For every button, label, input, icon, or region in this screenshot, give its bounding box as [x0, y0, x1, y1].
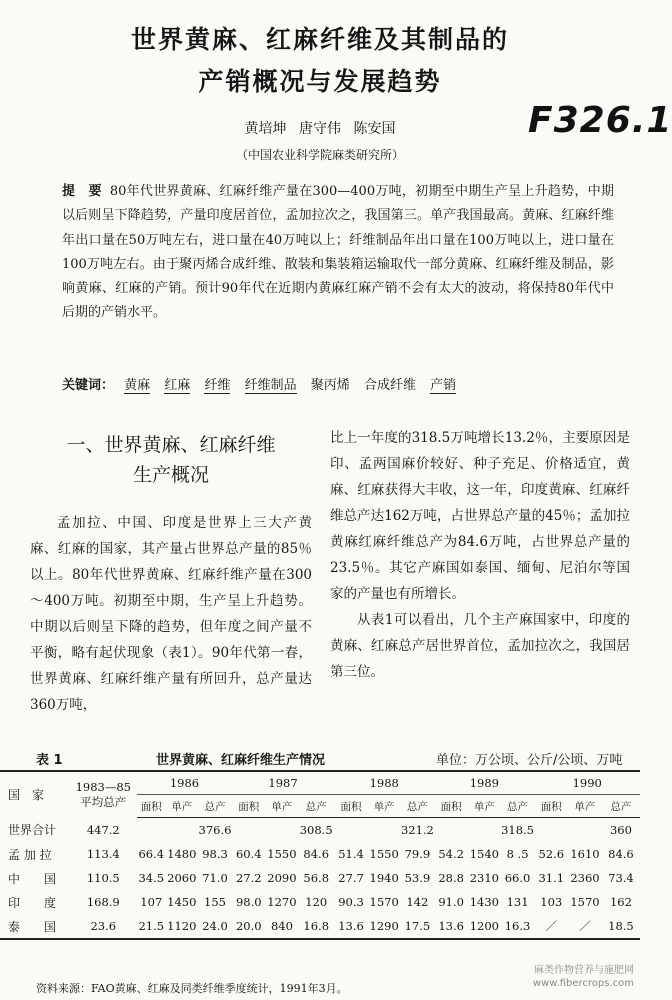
body-column-right: [330, 425, 630, 685]
country-header: 国 家: [8, 788, 45, 803]
sub-header: 单产: [368, 795, 401, 818]
row-country: 中 国: [8, 871, 57, 886]
table-source: 资料来源：FAO黄麻、红麻及同类纤维季度统计，1991年3月。: [36, 982, 348, 995]
sub-header: 面积: [534, 795, 568, 818]
table-cell: 2060: [167, 871, 197, 885]
table-cell: 1610: [570, 847, 600, 861]
table-cell: 27.7: [338, 871, 364, 885]
year-header: 1987: [232, 771, 334, 795]
table-cell: 318.5: [501, 823, 535, 837]
table-cell: 1550: [267, 847, 297, 861]
keyword: 纤维制品: [244, 378, 297, 393]
table-cell: 162: [609, 895, 632, 909]
table-cell: [568, 818, 602, 843]
keyword: 红麻: [164, 378, 191, 393]
row-country: 孟 加 拉: [8, 847, 52, 862]
handwritten-call-number: F326.1: [528, 100, 672, 141]
paper-title-line1: 世界黄麻、红麻纤维及其制品的: [130, 25, 509, 54]
table-cell: [334, 818, 368, 843]
table-cell: 23.6: [70, 914, 137, 939]
year-header: 1989: [434, 771, 534, 795]
institution: （中国农业科学院麻类研究所）: [235, 148, 404, 162]
table-cell: 54.2: [438, 847, 464, 861]
year-header: 1990: [534, 771, 640, 795]
table-cell: 20.0: [232, 914, 266, 939]
table-cell: 16.3: [501, 914, 535, 939]
table-cell: 60.4: [235, 847, 262, 861]
sub-header: 总产: [602, 795, 640, 818]
table-cell: 2360: [570, 871, 600, 885]
table-cell: 66.0: [504, 871, 531, 885]
table-cell: 1940: [369, 871, 399, 885]
table-cell: [137, 818, 165, 843]
table-cell: 98.3: [202, 847, 228, 861]
table-cell: ／: [568, 914, 602, 939]
table-cell: 107: [140, 895, 163, 909]
table-cell: [368, 818, 401, 843]
table-cell: 51.4: [338, 847, 364, 861]
sub-header: 总产: [198, 795, 232, 818]
table-cell: 52.6: [538, 847, 565, 861]
table-cell: 1270: [267, 895, 297, 909]
keyword: 黄麻: [124, 378, 151, 393]
table-cell: 17.5: [401, 914, 435, 939]
table-cell: 84.6: [608, 847, 634, 861]
keyword: 聚丙烯: [310, 378, 350, 393]
author-name: 陈安国: [353, 121, 396, 137]
table-cell: 1430: [469, 895, 499, 909]
table-cell: 1550: [369, 847, 399, 861]
table-row: [0, 890, 640, 914]
table-cell: 53.9: [404, 871, 431, 885]
row-country: 印 度: [8, 895, 57, 910]
table-id: 表 1: [36, 753, 63, 768]
year-header: 1988: [334, 771, 434, 795]
table-cell: ／: [534, 914, 568, 939]
table-cell: 91.0: [438, 895, 464, 909]
sub-header: 面积: [232, 795, 266, 818]
row-country: 泰 国: [0, 914, 70, 939]
table-cell: 1540: [469, 847, 499, 861]
sub-header: 总产: [501, 795, 535, 818]
table-cell: 110.5: [86, 871, 120, 885]
table-cell: 21.5: [137, 914, 165, 939]
table-cell: 321.2: [400, 823, 434, 837]
table-cell: 24.0: [198, 914, 232, 939]
table-cell: 840: [266, 914, 299, 939]
table-row: [0, 914, 640, 939]
sub-header: 总产: [298, 795, 334, 818]
sub-header: 面积: [334, 795, 368, 818]
table-cell: 27.2: [235, 871, 262, 885]
abstract-text: 80年代世界黄麻、红麻纤维产量在300—400万吨，初期至中期生产呈上升趋势，中期以后则呈下降趋势，产量印度居首位，孟加拉次之，我国第三。单产我国最高。黄麻、红麻纤维年出口量在50万吨左右，进口量在40万吨以上；纤维制品年出口量在100万吨以上，进口量在100万吨左右。由于聚丙烯合成纤维、散装和集装箱运输取代一部分黄麻、红麻纤维及制品，影响黄麻、红麻的产销。预计90年代在近期内黄麻红麻产销不会有太大的波动，将保持80年代中后期的产销水平。: [62, 184, 614, 321]
table-cell: [434, 818, 468, 843]
table-cell: 18.5: [602, 914, 640, 939]
table-cell: [232, 818, 266, 843]
table-cell: 31.1: [538, 871, 565, 885]
table-cell: 2310: [469, 871, 499, 885]
keywords: [62, 374, 622, 393]
sub-header: 总产: [401, 795, 435, 818]
table-cell: 16.8: [298, 914, 334, 939]
table-cell: 1570: [570, 895, 600, 909]
table-cell: 1480: [167, 847, 197, 861]
table-cell: 84.6: [303, 847, 330, 861]
paper-title-line2: 产销概况与发展趋势: [198, 67, 442, 96]
table-cell: 71.0: [202, 871, 228, 885]
table-cell: 155: [204, 895, 226, 909]
table-cell: [165, 818, 198, 843]
table-cell: 66.4: [138, 847, 165, 861]
table-title: 世界黄麻、红麻纤维生产情况: [156, 753, 326, 768]
table-cell: [266, 818, 299, 843]
watermark: 麻类作物营养与施肥网 www.fibercrops.com: [532, 965, 634, 989]
abstract: [62, 180, 614, 326]
table-row: [0, 818, 640, 843]
sub-header: 单产: [266, 795, 299, 818]
table-cell: 2090: [267, 871, 297, 885]
production-table: [0, 770, 640, 940]
table-cell: 56.8: [303, 871, 330, 885]
row-country: 世界合计: [8, 823, 57, 838]
table-cell: 73.4: [608, 871, 634, 885]
section-heading: [30, 430, 312, 490]
table-row: [0, 842, 640, 866]
avg-header: 1983—85 平均总产: [75, 779, 131, 809]
table-cell: 1120: [165, 914, 198, 939]
sub-header: 单产: [165, 795, 198, 818]
table-cell: 360: [609, 823, 632, 837]
table-cell: 376.6: [198, 823, 232, 837]
sub-header: 单产: [468, 795, 501, 818]
table-cell: 1200: [468, 914, 501, 939]
keyword: 纤维: [204, 378, 231, 393]
table-unit: 单位：万公顷、公斤/公顷、万吨: [436, 753, 623, 768]
table-cell: 13.6: [334, 914, 368, 939]
table-cell: [468, 818, 501, 843]
table-cell: 113.4: [86, 847, 120, 861]
table-cell: 98.0: [235, 895, 262, 909]
keywords-label: 关键词：: [62, 378, 115, 393]
table-cell: 1570: [369, 895, 399, 909]
year-header: 1986: [137, 771, 232, 795]
table-cell: 90.3: [338, 895, 364, 909]
table-cell: 28.8: [438, 871, 464, 885]
table-cell: 79.9: [404, 847, 431, 861]
table-body: [0, 818, 640, 940]
body-paragraph: 从表1可以看出，几个主产麻国家中，印度的黄麻、红麻总产居世界首位，孟加拉次之，我国居第三位。: [330, 612, 630, 680]
table-cell: 142: [406, 895, 429, 909]
table-cell: 1450: [167, 895, 197, 909]
body-column-left: [30, 510, 312, 718]
sub-header: 单产: [568, 795, 602, 818]
table-row: [0, 866, 640, 890]
keyword: 合成纤维: [363, 378, 416, 393]
table-cell: 103: [540, 895, 563, 909]
body-paragraph: 比上一年度的318.5万吨增长13.2％，主要原因是印、孟两国麻价较好、种子充足、价格适宜，黄麻、红麻获得大丰收，这一年，印度黄麻、红麻纤维总产达162万吨，占世界总产量的45％；孟加拉黄麻红麻纤维总产为84.6万吨，占世界总产量的23.5％。其它产麻国如泰国、缅甸、尼泊尔等国家的产量也有所增长。: [330, 430, 630, 602]
body-paragraph: 孟加拉、中国、印度是世界上三大产黄麻、红麻的国家，其产量占世界总产量的85％以上。80年代世界黄麻、红麻纤维产量在300～400万吨。初期至中期，生产呈上升趋势。中期以后则呈下降的趋势，但年度之间产量不平衡，略有起伏现象（表1）。90年代第一春，世界黄麻、红麻纤维产量有所回升，总产量达360万吨，: [30, 515, 312, 713]
table-cell: 34.5: [138, 871, 165, 885]
table-cell: 131: [506, 895, 529, 909]
table-cell: 8 .5: [506, 847, 529, 861]
table-cell: 168.9: [86, 895, 120, 909]
abstract-label: 提 要: [62, 184, 102, 199]
table-cell: 308.5: [299, 823, 333, 837]
sub-header: 面积: [434, 795, 468, 818]
section-heading-line1: 一、世界黄麻、红麻纤维: [66, 434, 276, 456]
table-cell: [534, 818, 568, 843]
author-name: 唐守伟: [299, 121, 341, 137]
section-heading-line2: 生产概况: [132, 464, 209, 486]
author-name: 黄培坤: [244, 121, 287, 137]
table-cell: 120: [305, 895, 328, 909]
table-cell: 13.6: [434, 914, 468, 939]
sub-header: 面积: [137, 795, 165, 818]
table-cell: 1290: [368, 914, 401, 939]
table-cell: 447.2: [86, 822, 120, 837]
keyword: 产销: [430, 378, 457, 393]
